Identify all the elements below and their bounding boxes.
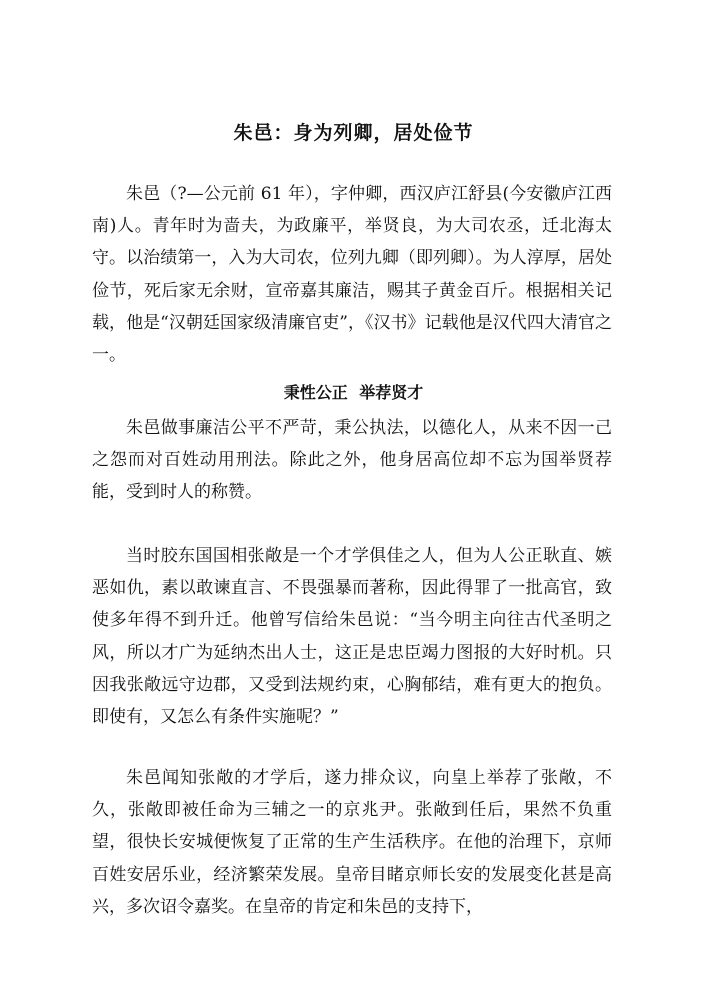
- body-paragraph-3: [92, 762, 612, 923]
- paragraph-text: 朱邑做事廉洁公平不严苛，秉公执法，以德化人，从来不因一己之怨而对百姓动用刑法。除此之外，他身居高位却不忘为国举贤荐能，受到时人的称赞。: [92, 418, 612, 503]
- paragraph-text: 朱邑闻知张敞的才学后，遂力排众议，向皇上举荐了张敞，不久，张敞即被任命为三辅之一的京兆尹。张敞到任后，果然不负重望，很快长安城便恢复了正常的生产生活秩序。在他的治理下，京师百姓安居乐业，经济繁荣发展。皇帝目睹京师长安的发展变化甚是高兴，多次诏令嘉奖。在皇帝的肯定和朱邑的支持下，: [92, 768, 612, 917]
- body-paragraph-1: [92, 412, 612, 509]
- section-heading: 秉性公正 举荐贤才: [283, 383, 424, 402]
- article-title: 朱邑：身为列卿，居处俭节: [233, 122, 474, 144]
- intro-paragraph: [92, 178, 612, 371]
- body-paragraph-2: [92, 540, 612, 733]
- intro-text: 朱邑（?—公元前 61 年），字仲卿，西汉庐江舒县(今安徽庐江西南)人。青年时为啬夫，为政廉平，举贤良，为大司农丞，迁北海太守。以治绩第一，入为大司农，位列九卿（即列卿）。为人淳厚，居处俭节，死后家无余财，宣帝嘉其廉洁，赐其子黄金百斤。根据相关记载，他是“汉朝廷国家级清廉官吏”，《汉书》记载他是汉代四大清官之一。: [92, 184, 612, 366]
- paragraph-text: 当时胶东国国相张敞是一个才学俱佳之人，但为人公正耿直、嫉恶如仇，素以敢谏直言、不畏强暴而著称，因此得罪了一批高官，致使多年得不到升迁。他曾写信给朱邑说：“当今明主向往古代圣明之风，所以才广为延纳杰出人士，这正是忠臣竭力图报的大好时机。只因我张敞远守边郡，又受到法规约束，心胸郁结，难有更大的抱负。即使有，又怎么有条件实施呢？”: [92, 546, 612, 728]
